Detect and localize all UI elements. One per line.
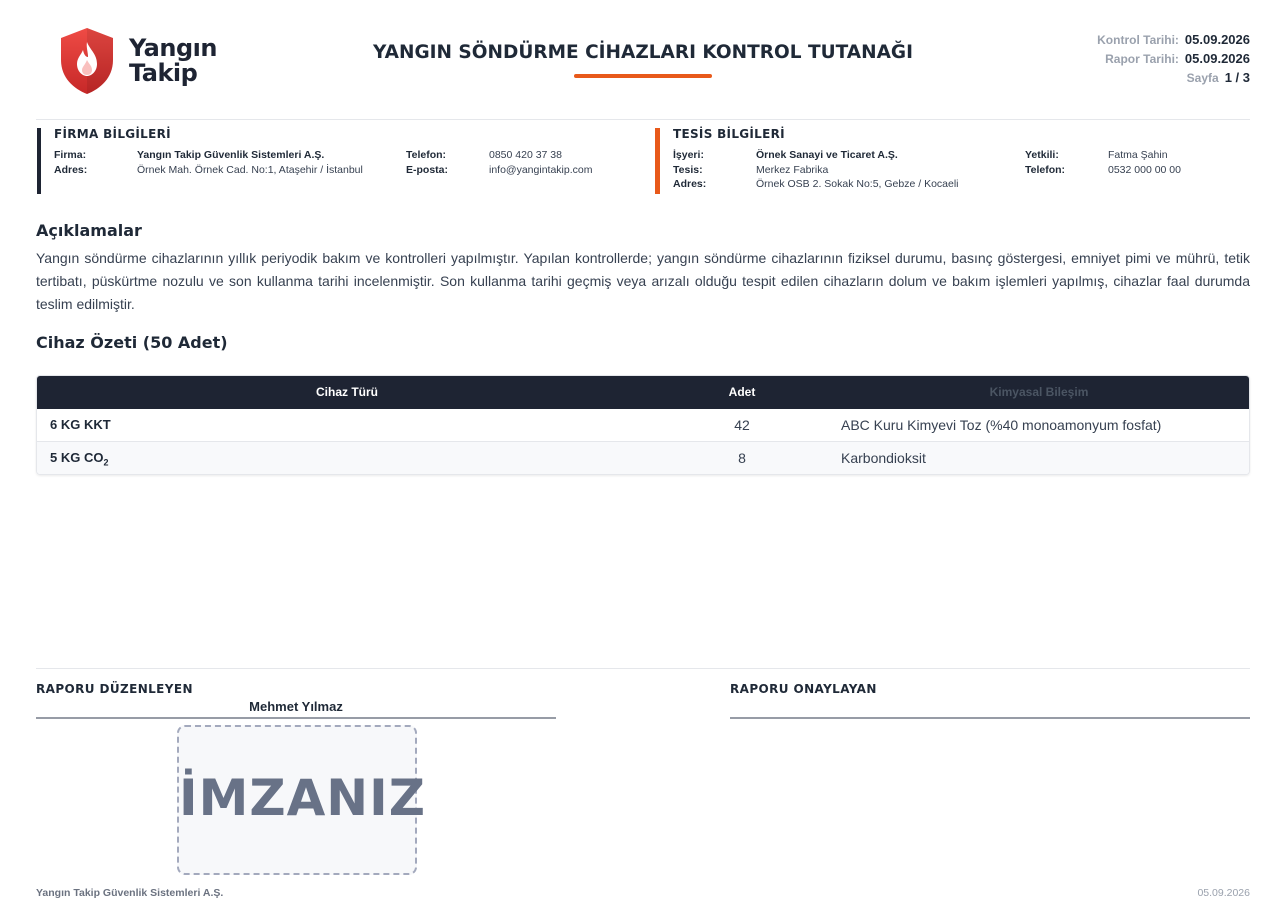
- duzenleyen-signature-line: [36, 717, 556, 719]
- column-header-adet: Adet: [728, 385, 756, 399]
- shield-flame-icon: [57, 26, 117, 96]
- tesis-accent-bar: [655, 128, 660, 194]
- firma-telefon-label: Telefon:: [406, 149, 447, 161]
- tesis-title: TESİS BİLGİLERİ: [673, 127, 785, 141]
- footer-company: Yangın Takip Güvenlik Sistemleri A.Ş.: [36, 887, 224, 899]
- firma-adres-label: Adres:: [54, 164, 88, 176]
- tesis-isyeri-label: İşyeri:: [673, 149, 704, 161]
- firma-adres-value: Örnek Mah. Örnek Cad. No:1, Ataşehir / İstanbul: [137, 164, 363, 176]
- tesis-tesis-value: Merkez Fabrika: [756, 164, 829, 176]
- tesis-adres-label: Adres:: [673, 178, 707, 190]
- meta-value: 05.09.2026: [1184, 51, 1250, 66]
- firma-eposta-value[interactable]: info@yangintakip.com: [489, 164, 593, 176]
- cell-adet: 8: [738, 450, 746, 466]
- meta-label: Sayfa: [1186, 71, 1219, 85]
- meta-value: 05.09.2026: [1184, 32, 1250, 47]
- brand-name: [129, 36, 217, 86]
- cell-tur-main: 5 KG CO: [50, 450, 104, 465]
- duzenleyen-name: Mehmet Yılmaz: [249, 699, 343, 714]
- signature-stamp-text: İMZANIZ: [179, 769, 427, 827]
- device-summary-table: [36, 375, 1250, 475]
- onaylayan-title: RAPORU ONAYLAYAN: [730, 682, 877, 696]
- title-underline: [574, 74, 712, 78]
- tesis-tesis-label: Tesis:: [673, 164, 703, 176]
- brand-line-1: Yangın: [129, 34, 217, 62]
- column-header-tur: Cihaz Türü: [316, 385, 378, 399]
- tesis-yetkili-value: Fatma Şahin: [1108, 149, 1168, 161]
- firma-label: Firma:: [54, 149, 87, 161]
- aciklamalar-title: Açıklamalar: [36, 221, 142, 240]
- firma-title: FİRMA BİLGİLERİ: [54, 127, 171, 141]
- cell-bilesim: Karbondioksit: [841, 450, 926, 466]
- signature-stamp-box[interactable]: [177, 725, 427, 875]
- logo: [57, 26, 117, 96]
- meta-label: Rapor Tarihi:: [1105, 52, 1179, 66]
- tesis-telefon-label: Telefon:: [1025, 164, 1066, 176]
- tesis-telefon-value: 0532 000 00 00: [1108, 164, 1181, 176]
- aciklamalar-text: Yangın söndürme cihazlarının yıllık periyodik bakım ve kontrolleri yapılmıştır. Yapılan kontrollerde; yangın söndürme cihazlarının fiziksel durumu, basınç göstergesi, emniyet pimi ve mührü, tetik tertibatı, püskürtme nozulu ve son kullanma tarihi incelenmiştir. Son kullanma tarihi geçmiş veya arızalı olduğu tespit edilen cihazların dolum ve bakım işlemleri yapılmış, cihazlar faal durumda teslim edilmiştir.: [36, 250, 1250, 312]
- brand-line-2: Takip: [129, 59, 198, 87]
- cell-tur: 6 KG KKT: [50, 417, 111, 432]
- firma-value: Yangın Takip Güvenlik Sistemleri A.Ş.: [137, 149, 325, 161]
- header-divider: [36, 119, 1250, 120]
- table-row: [37, 409, 1249, 441]
- firma-eposta-label: E-posta:: [406, 164, 448, 176]
- header-meta: [1040, 32, 1250, 89]
- cell-tur: [50, 442, 108, 474]
- ozet-title: Cihaz Özeti (50 Adet): [36, 333, 228, 352]
- tesis-yetkili-label: Yetkili:: [1025, 149, 1059, 161]
- duzenleyen-title: RAPORU DÜZENLEYEN: [36, 682, 193, 696]
- document-title: YANGIN SÖNDÜRME CİHAZLARI KONTROL TUTANAĞI: [373, 42, 913, 63]
- firma-telefon-value: 0850 420 37 38: [489, 149, 562, 161]
- table-header: [37, 376, 1249, 409]
- meta-value: 1 / 3: [1224, 70, 1250, 85]
- signature-divider: [36, 668, 1250, 669]
- meta-label: Kontrol Tarihi:: [1097, 33, 1179, 47]
- meta-kontrol-tarihi: [1040, 32, 1250, 51]
- cell-adet: 42: [734, 417, 750, 433]
- cell-tur-subscript: 2: [103, 457, 109, 468]
- tesis-isyeri-value: Örnek Sanayi ve Ticaret A.Ş.: [756, 149, 898, 161]
- column-header-bilesim: Kimyasal Bileşim: [989, 385, 1089, 399]
- meta-sayfa: [1040, 70, 1250, 89]
- footer-date: 05.09.2026: [1197, 887, 1250, 899]
- cell-bilesim: ABC Kuru Kimyevi Toz (%40 monoamonyum fosfat): [841, 417, 1162, 433]
- tesis-adres-value: Örnek OSB 2. Sokak No:5, Gebze / Kocaeli: [756, 178, 959, 190]
- onaylayan-signature-line: [730, 717, 1250, 719]
- table-row: [37, 441, 1249, 474]
- meta-rapor-tarihi: [1040, 51, 1250, 70]
- firma-accent-bar: [37, 128, 41, 194]
